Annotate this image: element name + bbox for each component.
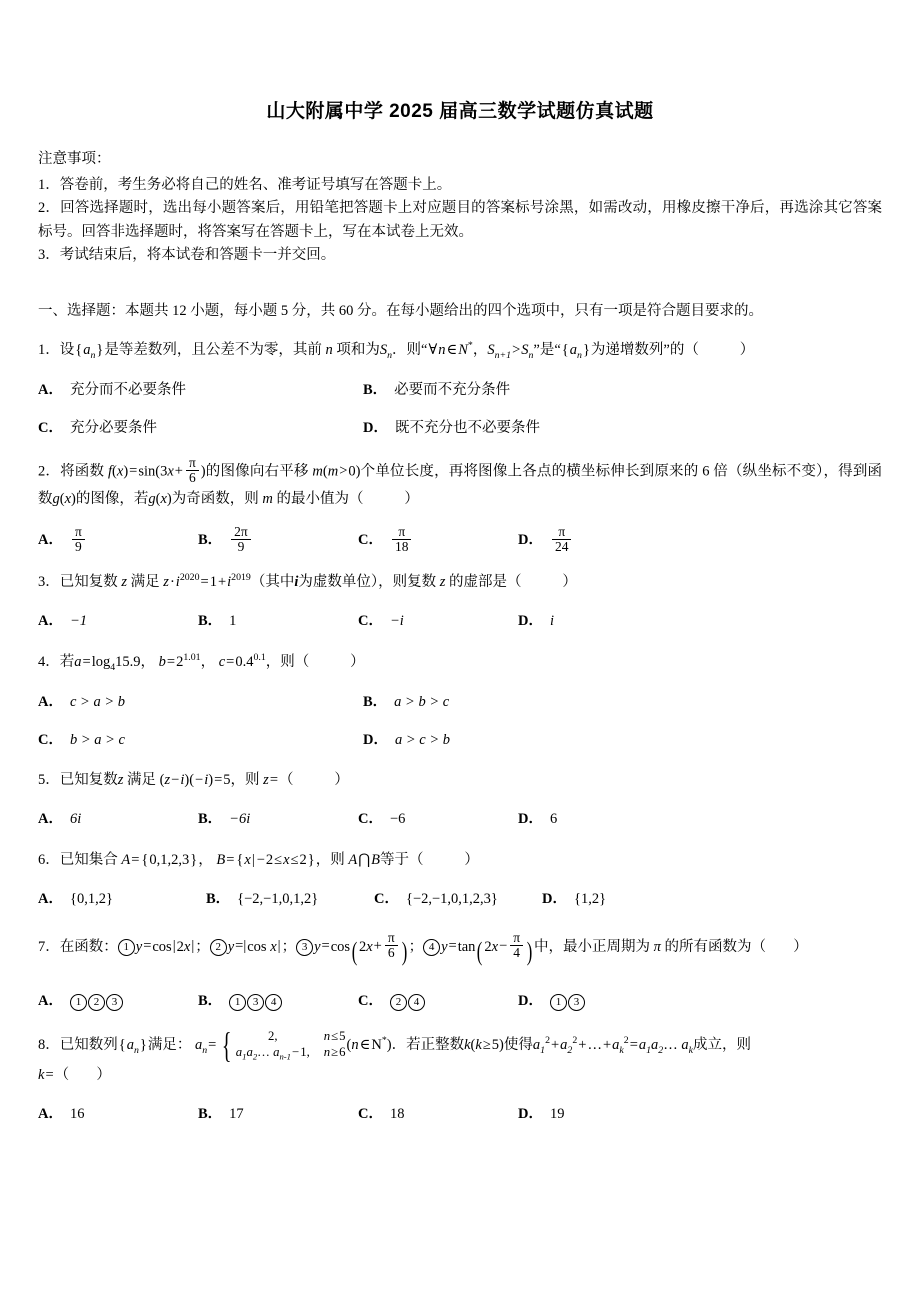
question-2 (38, 456, 882, 555)
question-6-stem: 6．已知集合 A= {0,1,2,3}， B= {x| −2≤x≤2}，则 A⋂B等于（ ） (38, 851, 479, 868)
option-2-C[interactable]: C． $\frac{\pi}{18}$ (358, 525, 518, 555)
question-3 (38, 569, 882, 635)
document-body (0, 147, 920, 1128)
option-2-D[interactable]: D． $\frac{\pi}{24}$ (518, 525, 678, 555)
circled-1-icon: 1 (70, 994, 87, 1011)
circled-4-icon: 4 (423, 939, 440, 956)
option-3-B[interactable]: B． 1 (198, 612, 237, 629)
option-5-B[interactable]: B． −6i (198, 811, 251, 828)
question-1-number: 1． (38, 342, 60, 359)
option-7-C[interactable]: C． 2 4 (358, 988, 518, 1015)
question-5 (38, 767, 882, 833)
circled-4-icon: 4 (408, 994, 425, 1011)
option-5-A[interactable]: A． 6i (38, 811, 82, 828)
option-8-A[interactable]: A． 16 (38, 1106, 85, 1123)
circled-2-icon: 2 (88, 994, 105, 1011)
circled-3-icon: 3 (106, 994, 123, 1011)
circled-3-icon: 3 (296, 939, 313, 956)
circled-1-icon: 1 (118, 939, 135, 956)
option-3-D[interactable]: D． i (518, 612, 555, 629)
question-8 (38, 1025, 882, 1128)
option-3-C[interactable]: C． −i (358, 612, 404, 629)
question-7-stem: 7．在函数： 1 y=cos|2x|； 2 y=|cos x|； 3 y=cos( 2x+ $\frac{\pi}{6}$ ) ； 4 y=tan( 2x− $\frac{\pi}{4}$ ) 中，最小正周期为 π 的所有函数为（ ） (38, 929, 808, 966)
question-3-stem: 3．已知复数 z 满足 $z\cdot i^{2020}=1+i^{2019}$（其中i为虚数单位），则复数 z 的虚部是（ ） (38, 572, 577, 590)
question-6 (38, 847, 882, 913)
option-6-C[interactable]: C． {−2,−1,0,1,2,3} (374, 890, 498, 907)
option-3-A[interactable]: A． −1 (38, 612, 88, 629)
section-heading: 一、选择题：本题共 12 小题，每小题 5 分，共 60 分。在每小题给出的四个选项中，只有一项是符合题目要求的。 (38, 302, 763, 319)
option-8-C[interactable]: C． 18 (358, 1106, 405, 1123)
option-7-D[interactable]: D． 1 3 (518, 988, 678, 1015)
option-8-D[interactable]: D． 19 (518, 1106, 565, 1123)
question-7 (38, 927, 882, 1015)
option-4-C[interactable]: C． b > a > c (38, 731, 125, 748)
question-7-number: 7． (38, 938, 60, 955)
option-1-A[interactable]: A． 充分而不必要条件 (38, 382, 186, 399)
circled-3-icon: 3 (247, 994, 264, 1011)
option-4-B[interactable]: B． a > b > c (363, 693, 450, 710)
page-title: 山大附属中学 2025 届高三数学试题仿真试题 (266, 101, 654, 122)
question-3-options (38, 608, 882, 635)
circled-2-icon: 2 (210, 939, 227, 956)
option-4-A[interactable]: A． c > a > b (38, 693, 125, 710)
option-1-B[interactable]: B． 必要而不充分条件 (363, 382, 511, 399)
circled-4-icon: 4 (265, 994, 282, 1011)
option-2-B[interactable]: B． $\frac{2\pi}{9}$ (198, 525, 358, 555)
question-2-number: 2． (38, 463, 61, 480)
note-line-3: 3．考试结束后，将本试卷和答题卡一并交回。 (38, 247, 336, 264)
option-7-B[interactable]: B． 1 3 4 (198, 988, 358, 1015)
circled-3-icon: 3 (568, 994, 585, 1011)
question-7-options (38, 988, 882, 1015)
question-8-number: 8． (38, 1037, 60, 1053)
option-7-A[interactable]: A． 1 2 3 (38, 988, 198, 1015)
notes-heading: 注意事项： (38, 151, 111, 167)
question-4-options (38, 689, 882, 754)
option-6-A[interactable]: A． {0,1,2} (38, 890, 113, 907)
option-5-C[interactable]: C． −6 (358, 811, 406, 828)
circled-2-icon: 2 (390, 994, 407, 1011)
question-8-stem-tail: k=（ ） (38, 1067, 111, 1084)
question-1-options (38, 377, 882, 442)
note-line-1: 1．答卷前，考生务必将自己的姓名、准考证号填写在答题卡上。 (38, 177, 452, 193)
option-2-A[interactable]: A． $\frac{\pi}{9}$ (38, 525, 198, 555)
question-5-options (38, 806, 882, 833)
option-1-C[interactable]: C． 充分必要条件 (38, 420, 157, 437)
question-5-stem: 5．已知复数z 满足 (z−i)(−i)=5，则 z=（ ） (38, 772, 349, 789)
question-6-options (38, 886, 882, 913)
question-4 (38, 649, 882, 754)
question-2-stem: 2．将函数 f(x)=sin(3x+ $\frac{\pi}{6}$ )的图像向右平移 m(m>0)个单位长度，再将图像上各点的横坐标伸长到原来的 6 倍（纵坐标不变），得到函数g(x)的图像，若g(x)为奇函数，则 m 的最小值为（ ） (38, 454, 883, 507)
option-4-D[interactable]: D． a > c > b (363, 731, 450, 748)
question-1-stem: 1．设$\{a_n\}$是等差数列，且公差不为零，其前 n 项和为$S_n$．则“∀n∈N*，$S_{n+1}>S_n$”是“$\{a_n\}$为递增数列”的（ ） (38, 340, 755, 362)
circled-1-icon: 1 (550, 994, 567, 1011)
question-6-number: 6． (38, 851, 60, 868)
question-4-stem: 4．若$a=\log_415.9$， $b=2^{1.01}$， $c=0.4^{0.1}$，则（ ） (38, 651, 365, 673)
option-6-D[interactable]: D． {1,2} (542, 890, 607, 907)
question-8-stem: 8．已知数列$\{a_n\}$满足： $a_n=$ { 2, n≤5 $a_1a_2\dots$ $a_{n-1}-1$, n≥6 (n∈N*)．若正整数k(k≥5)使得$a_1^2+a_2^2+\dots+a_k^2=a_1a_2\dots$ $a_k$成立，则 (38, 1025, 751, 1066)
option-6-B[interactable]: B． {−2,−1,0,1,2} (206, 890, 319, 907)
question-5-number: 5． (38, 772, 60, 789)
question-1 (38, 337, 882, 442)
question-2-options (38, 525, 882, 555)
question-3-number: 3． (38, 573, 60, 590)
note-line-2: 2．回答选择题时，选出每小题答案后，用铅笔把答题卡上对应题目的答案标号涂黑，如需改动，用橡皮擦干净后，再选涂其它答案标号。回答非选择题时，将答案写在答题卡上，写在本试卷上无效。 (38, 200, 882, 240)
option-8-B[interactable]: B． 17 (198, 1106, 244, 1123)
question-8-options (38, 1101, 882, 1128)
option-1-D[interactable]: D． 既不充分也不必要条件 (363, 420, 540, 437)
circled-1-icon: 1 (229, 994, 246, 1011)
question-4-number: 4． (38, 653, 60, 670)
option-5-D[interactable]: D． 6 (518, 811, 558, 828)
